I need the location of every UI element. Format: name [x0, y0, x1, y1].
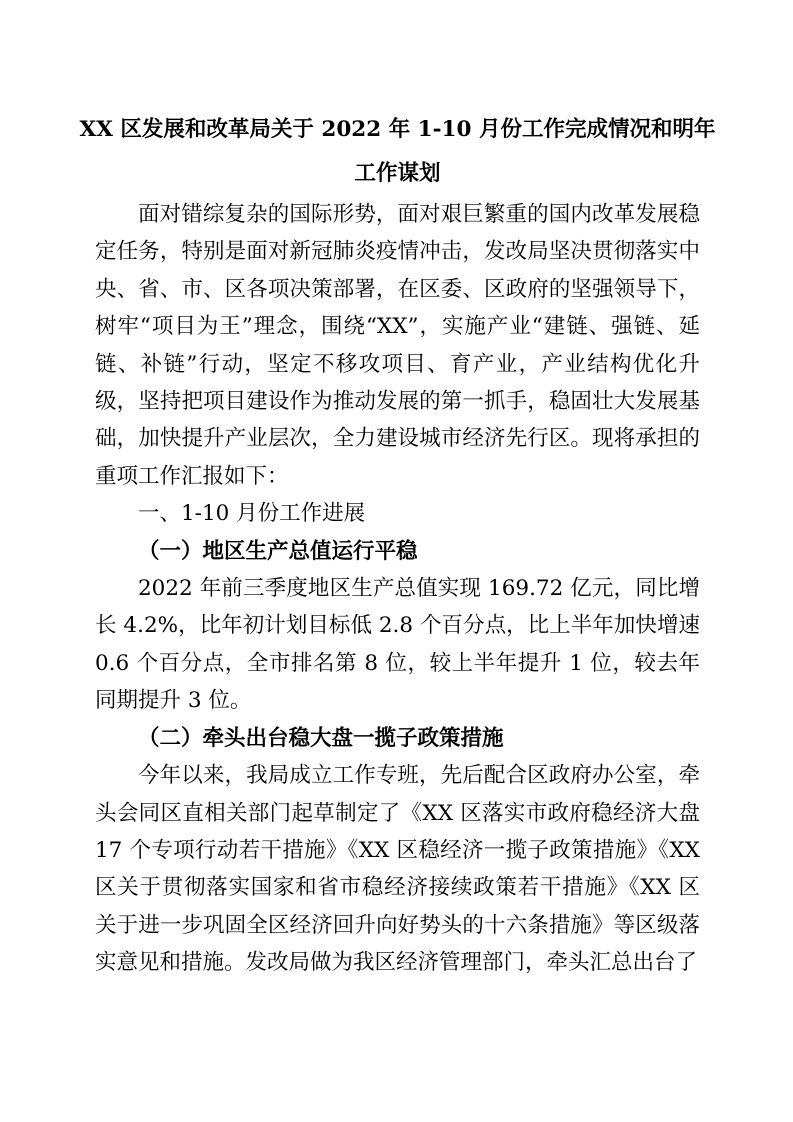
subsection-heading-gdp: （一）地区生产总值运行平稳 [138, 538, 418, 564]
gdp-paragraph: 2022 年前三季度地区生产总值实现 169.72 亿元，同比增长 4.2%，比年初计划目标低 2.8 个百分点，比上半年加快增速 0.6 个百分点，全市排名第 8 位，较上半年提升 1 位，较去年同期提升 3 位。 [95, 576, 700, 714]
policy-paragraph: 今年以来，我局成立工作专班，先后配合区政府办公室，牵头会同区直相关部门起草制定了《XX 区落实市政府稳经济大盘 17 个专项行动若干措施》《XX 区稳经济一揽子政策措施》《XX 区关于贯彻落实国家和省市稳经济接续政策若干措施》《XX 区关于进一步巩固全区经济回升向好势头的十六条措施》等区级落实意见和措施。发改局做为我区经济管理部门，牵头汇总出台了 [95, 763, 700, 976]
subsection-heading-policy: （二）牵头出台稳大盘一揽子政策措施 [138, 725, 504, 751]
document-content [79, 108, 716, 982]
document-title [79, 108, 716, 196]
section-heading-work-progress: 一、1-10 月份工作进展 [138, 501, 366, 527]
document-title-line-2: 工作谋划 [354, 161, 441, 186]
document-title-line-1: XX 区发展和改革局关于 2022 年 1-10 月份工作完成情况和明年 [79, 117, 716, 142]
intro-paragraph: 面对错综复杂的国际形势，面对艰巨繁重的国内改革发展稳定任务，特别是面对新冠肺炎疫情冲击，发改局坚决贯彻落实中央、省、市、区各项决策部署，在区委、区政府的坚强领导下，树牢“项目为王”理念，围绕“XX”，实施产业“建链、强链、延链、补链”行动，坚定不移攻项目、育产业，产业结构优化升级，坚持把项目建设作为推动发展的第一抓手，稳固壮大发展基础，加快提升产业层次，全力建设城市经济先行区。现将承担的重项工作汇报如下： [95, 202, 700, 489]
